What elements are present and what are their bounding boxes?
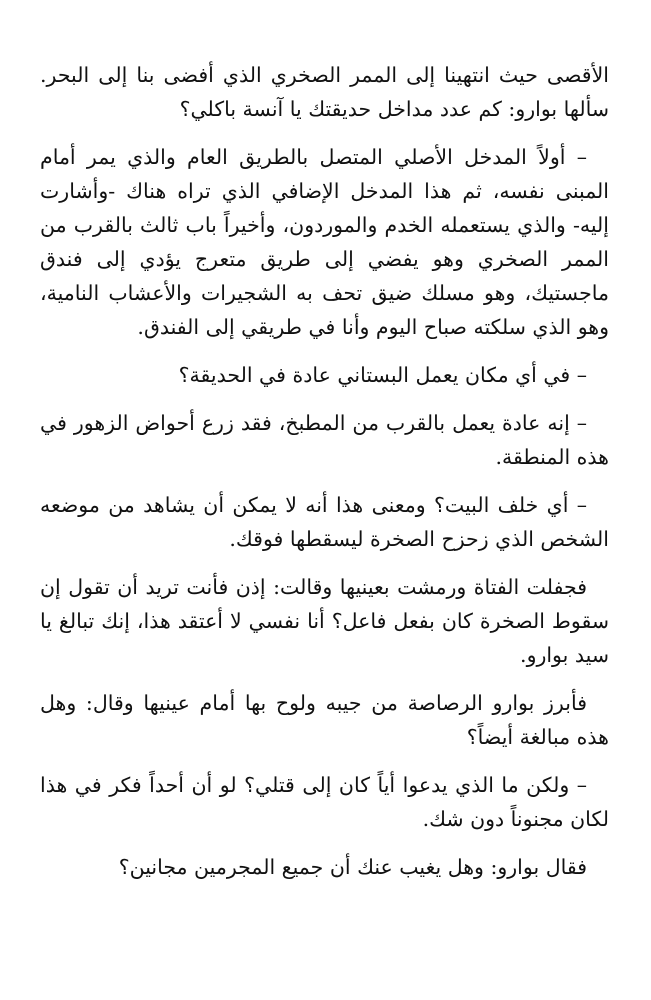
paragraph: فأبرز بوارو الرصاصة من جيبه ولوح بها أمام عينيها وقال: وهل هذه مبالغة أيضاً؟ [40,691,609,749]
paragraph: – ولكن ما الذي يدعوا أياً كان إلى قتلي؟ لو أن أحداً فكر في هذا لكان مجنوناً دون شك. [40,773,609,831]
paragraph: – إنه عادة يعمل بالقرب من المطبخ، فقد زرع أحواض الزهور في هذه المنطقة. [40,411,609,469]
paragraph: – أي خلف البيت؟ ومعنى هذا أنه لا يمكن أن يشاهد من موضعه الشخص الذي زحزح الصخرة ليسقطها فوقك. [40,493,609,551]
paragraph: – أولاً المدخل الأصلي المتصل بالطريق العام والذي يمر أمام المبنى نفسه، ثم هذا المدخل الإضافي الذي تراه هناك -وأشارت إليه- والذي يستعمله الخدم والموردون، وأخيراً باب ثالث بالقرب من الممر الصخري وهو يفضي إلى طريق متعرج يؤدي إلى فندق ماجستيك، وهو مسلك ضيق تحف به الشجيرات والأعشاب النامية، وهو الذي سلكته صباح اليوم وأنا في طريقي إلى الفندق. [40,145,609,339]
paragraph: – في أي مكان يعمل البستاني عادة في الحديقة؟ [178,363,587,387]
paragraph: فقال بوارو: وهل يغيب عنك أن جميع المجرمين مجانين؟ [118,855,587,879]
paragraph: فجفلت الفتاة ورمشت بعينيها وقالت: إذن فأنت تريد أن تقول إن سقوط الصخرة كان بفعل فاعل؟ أنا نفسي لا أعتقد هذا، إنك تبالغ يا سيد بوارو. [40,575,609,667]
paragraph: الأقصى حيث انتهينا إلى الممر الصخري الذي أفضى بنا إلى البحر. سألها بوارو: كم عدد مداخل حديقتك يا آنسة باكلي؟ [40,63,609,121]
